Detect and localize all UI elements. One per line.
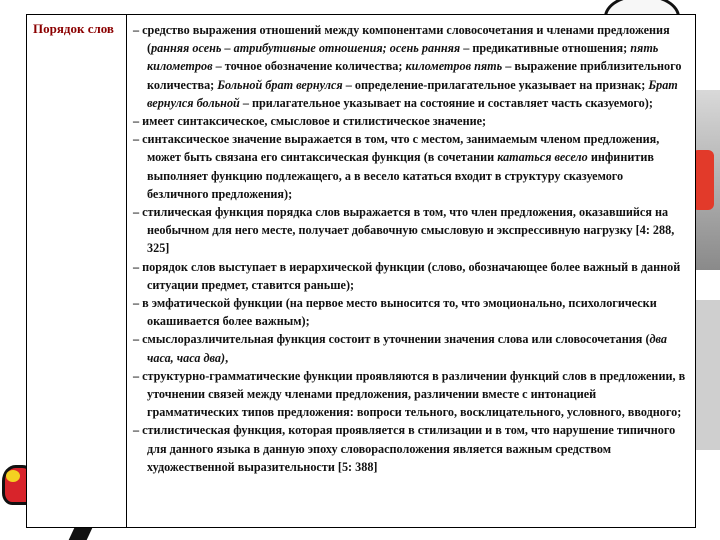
text-segment: – смыслоразличительная функция состоит в уточнении значения слова или словосочетания ( [133, 332, 650, 347]
description-column [127, 15, 695, 527]
example-text: Больной брат вернулся [217, 77, 343, 92]
list-item [133, 130, 687, 203]
text-segment: – прилагательное указывает на состояние и составляет часть сказуемого); [239, 95, 653, 110]
text-segment: – средство выражения отношений между компонентами словосочетания и членами предложения ( [133, 23, 670, 56]
text-segment: – определение-прилагательное указывает на признак; [342, 77, 649, 92]
list-item [133, 21, 687, 112]
example-text: два часа, часа два) [147, 332, 668, 365]
text-segment: – стилическая функция порядка слов выражается в том, что член предложения, оказавшийся на необычном для него месте, получает добавочную смысловую и экспрессивную нагрузку [4: 288, 325] [133, 205, 675, 256]
example-text: пять километров [147, 41, 659, 74]
example-text: ранняя осень – атрибутивные отношения; осень ранняя [151, 41, 461, 56]
content-table [26, 14, 696, 528]
list-item [133, 203, 687, 258]
list-item [133, 112, 687, 130]
example-text: Брат вернулся больной [147, 77, 678, 110]
text-segment: инфинитив выполняет функцию подлежащего, а в весело кататься входит в структуру сказуемого безличного предложения); [147, 150, 654, 201]
list-item [133, 258, 687, 294]
text-segment: – выражение приблизительного количества; [147, 59, 682, 92]
term-heading: Порядок слов [33, 21, 114, 36]
text-segment: – стилистическая функция, которая проявляется в стилизации и в том, что нарушение типичного для данного языка в данную эпоху словорасположения является важным средством художественной выразительности [5: 388] [133, 423, 676, 474]
text-segment: – синтаксическое значение выражается в том, что с местом, занимаемым членом предложения, может быть связана его синтаксическая функция (в сочетании [133, 132, 660, 165]
term-column [27, 15, 127, 527]
example-text: кататься весело [497, 150, 588, 165]
decorative-clipart-left-yellow [6, 470, 20, 482]
list-item [133, 421, 687, 476]
text-segment: – в эмфатической функции (на первое место выносится то, что эмоционально, психологически окашивается более важным); [133, 296, 657, 329]
list-item [133, 330, 687, 366]
text-segment: – имеет синтаксическое, смысловое и стилистическое значение; [133, 114, 487, 129]
text-segment: – предикативные отношения; [460, 41, 631, 56]
text-segment: – порядок слов выступает в иерархической функции (слово, обозначающее более важный в данной ситуации предмет, ставится раньше); [133, 259, 681, 292]
example-text: километров пять [405, 59, 503, 74]
text-segment: – структурно-грамматические функции проявляются в различении функций слов в предложении, в уточнении связей между членами предложения, различении вместе с интонацией грамматических типов предложения: вопроси тельного, восклицательного, условного, вводного; [133, 368, 686, 420]
list-item [133, 367, 687, 422]
list-item [133, 294, 687, 330]
text-segment: , [225, 350, 229, 365]
text-segment: – точное обозначение количества; [212, 59, 406, 74]
